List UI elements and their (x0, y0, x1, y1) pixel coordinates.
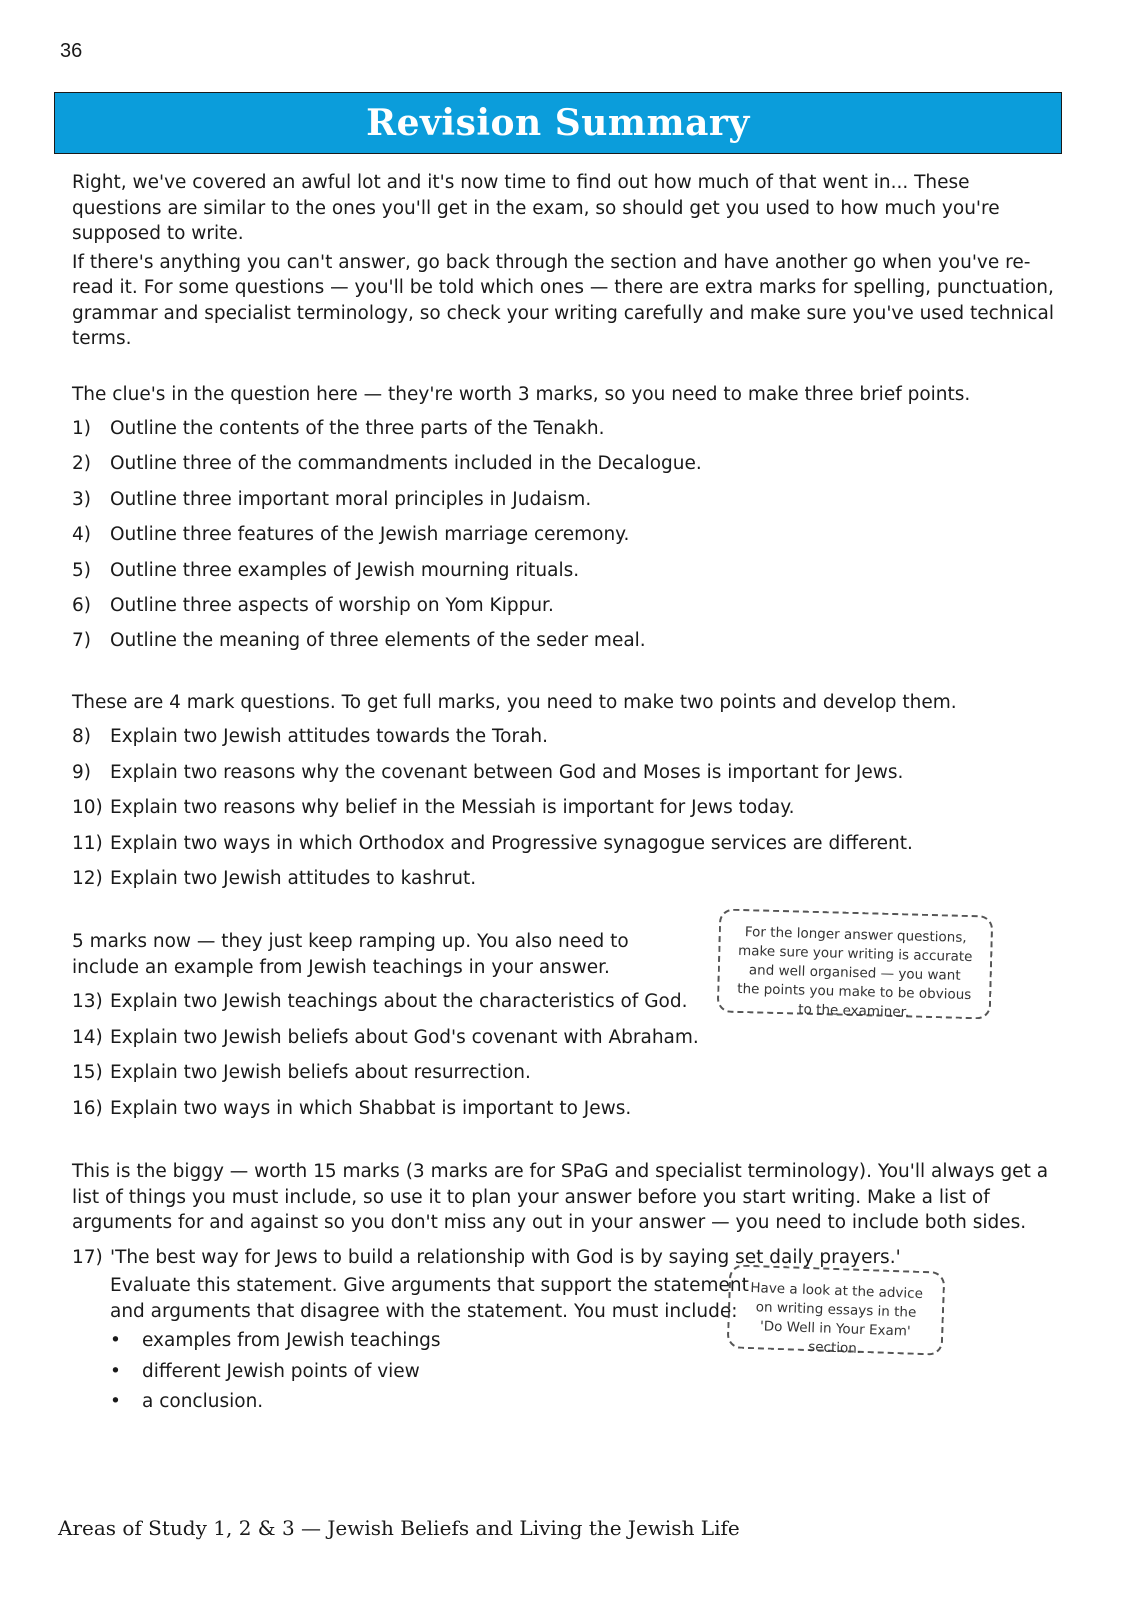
question-number: 13) (72, 991, 103, 1013)
question-text: Outline three examples of Jewish mourning rituals. (110, 559, 580, 581)
question-item (72, 558, 1062, 584)
question-text: Outline three important moral principles in Judaism. (110, 488, 592, 510)
question-number: 9) (72, 761, 91, 783)
question-instruction: Evaluate this statement. Give arguments that support the statement and arguments that disagree with the statement. You must include: (110, 1275, 749, 1322)
bullet-icon: • (110, 1391, 121, 1413)
question-text: Outline three features of the Jewish marriage ceremony. (110, 524, 630, 546)
list-item-text: a conclusion. (142, 1391, 264, 1413)
section-lead: This is the biggy — worth 15 marks (3 marks are for SPaG and specialist terminology). You'll always get a list of things you must include, so use it to plan your answer before you start writing. Make a list of arguments for and against so you don't miss any out in your answer — you need to include both sides. (72, 1161, 1049, 1234)
question-text: Explain two ways in which Shabbat is important to Jews. (110, 1097, 632, 1119)
bullet-icon: • (110, 1360, 121, 1382)
question-item (72, 487, 1062, 513)
question-item (72, 1096, 1062, 1122)
question-text: Explain two Jewish beliefs about God's covenant with Abraham. (110, 1026, 699, 1048)
question-item (72, 593, 1062, 619)
intro-paragraph: Right, we've covered an awful lot and it's now time to find out how much of that went in... These questions are similar to the ones you'll get in the exam, so should get you used to how much you're supposed to write. (72, 172, 1000, 244)
list-item-text: different Jewish points of view (142, 1360, 420, 1382)
question-text: Explain two ways in which Orthodox and Progressive synagogue services are different. (110, 832, 913, 854)
question-number: 7) (72, 630, 91, 652)
question-number: 8) (72, 726, 91, 748)
section-lead: These are 4 mark questions. To get full marks, you need to make two points and develop them. (72, 691, 957, 713)
main-content (72, 170, 1062, 1420)
section-lead: 5 marks now — they just keep ramping up. You also need to include an example from Jewish teachings in your answer. (72, 931, 629, 978)
section-3-mark (72, 382, 1062, 654)
tip-box-essay-advice: Have a look at the advice on writing essays in the 'Do Well in Your Exam' section. (727, 1264, 946, 1355)
question-item (72, 866, 1062, 892)
page-number: 36 (60, 40, 83, 62)
question-text: Explain two Jewish beliefs about resurrection. (110, 1062, 531, 1084)
question-quote: 'The best way for Jews to build a relationship with God is by saying set daily prayers.' (110, 1246, 901, 1268)
question-text: Outline three of the commandments included in the Decalogue. (110, 453, 702, 475)
question-text: Outline the meaning of three elements of the seder meal. (110, 630, 646, 652)
question-number: 6) (72, 594, 91, 616)
question-number: 17) (72, 1246, 103, 1268)
question-item (72, 795, 1062, 821)
question-number: 14) (72, 1026, 103, 1048)
question-number: 10) (72, 797, 103, 819)
question-number: 16) (72, 1097, 103, 1119)
question-number: 1) (72, 418, 91, 439)
question-item (72, 628, 1062, 654)
question-item (72, 1060, 1062, 1086)
question-number: 11) (72, 832, 103, 854)
question-number: 12) (72, 867, 103, 889)
list-item (110, 1389, 1062, 1415)
list-item (110, 1359, 1062, 1385)
question-text: Explain two Jewish teachings about the characteristics of God. (110, 991, 688, 1013)
question-number: 3) (72, 488, 91, 510)
question-number: 5) (72, 559, 91, 581)
question-item (72, 1025, 1062, 1051)
question-item (72, 724, 1062, 750)
list-item-text: examples from Jewish teachings (142, 1330, 441, 1352)
intro-paragraph: If there's anything you can't answer, go back through the section and have another go when you've re-read it. For some questions — you'll be told which ones — there are extra marks for spelling, punctuation, grammar and specialist terminology, so check your writing carefully and make sure you've used technical terms. (72, 251, 1055, 349)
tip-box-longer-answers: For the longer answer questions, make sure your writing is accurate and well organised — you want the points you make to be obvious to the examiner. (717, 908, 994, 1019)
question-item (72, 522, 1062, 548)
question-item (72, 416, 1062, 442)
question-item (72, 451, 1062, 477)
question-item (72, 831, 1062, 857)
question-number: 15) (72, 1062, 103, 1084)
question-text: Explain two reasons why the covenant between God and Moses is important for Jews. (110, 761, 904, 783)
question-text: Explain two Jewish attitudes towards the Torah. (110, 726, 548, 748)
question-text: Explain two reasons why belief in the Messiah is important for Jews today. (110, 797, 795, 819)
question-item (72, 760, 1062, 786)
question-text: Outline three aspects of worship on Yom Kippur. (110, 594, 554, 616)
section-lead: The clue's in the question here — they're worth 3 marks, so you need to make three brief points. (72, 383, 971, 405)
question-number: 4) (72, 524, 91, 546)
page-footer: Areas of Study 1, 2 & 3 — Jewish Beliefs and Living the Jewish Life (58, 1516, 740, 1540)
question-number: 2) (72, 453, 91, 475)
page-title: Revision Summary (366, 102, 750, 144)
title-banner (54, 92, 1062, 154)
question-text: Outline the contents of the three parts of the Tenakh. (110, 418, 605, 439)
bullet-icon: • (110, 1330, 121, 1352)
intro (72, 170, 1062, 352)
section-4-mark (72, 690, 1062, 892)
question-text: Explain two Jewish attitudes to kashrut. (110, 867, 477, 889)
